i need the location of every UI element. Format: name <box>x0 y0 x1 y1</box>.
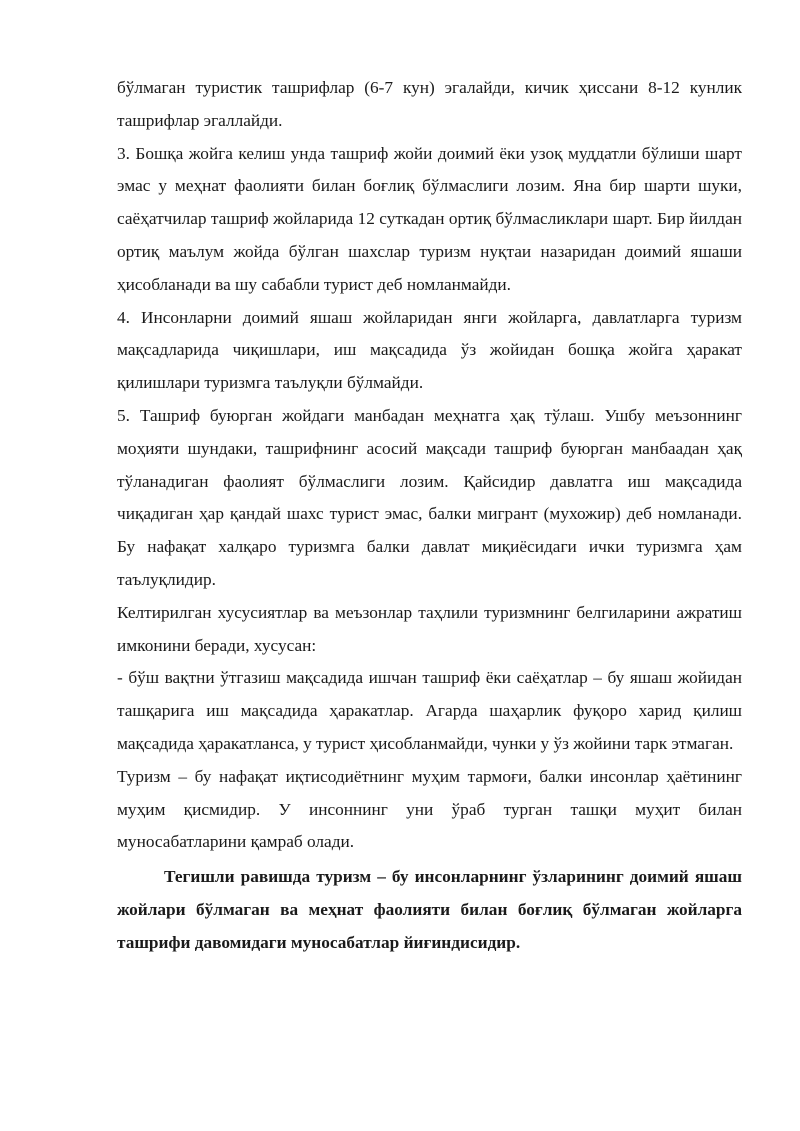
paragraph-features-item: - бўш вақтни ўтгазиш мақсадида ишчан ташриф ёки саёҳатлар – бу яшаш жойидан ташқарига иш мақсадида ҳаракатлар. Агарда шаҳарлик фуқоро харид қилиш мақсадида ҳаракатланса, у турист ҳисобланмайди, чунки у ўз жойини тарк этмаган. <box>117 668 742 753</box>
paragraph-features-intro: Келтирилган хусусиятлар ва меъзонлар таҳлили туризмнинг белгиларини ажратиш имконини беради, хусусан: <box>117 602 742 655</box>
paragraph-tourism-note: Туризм – бу нафақат иқтисодиётнинг муҳим тармоғи, балки инсонлар ҳаётининг муҳим қисмидир. У инсоннинг уни ўраб турган ташқи муҳит билан муносабатларини қамраб олади. <box>117 766 742 852</box>
paragraph-definition: Тегишли равишда туризм – бу инсонларнинг ўзларининг доимий яшаш жойлари бўлмаган ва меҳнат фаолияти билан боғлиқ бўлмаган жойларга ташрифи давомидаги муносабатлар йиғиндисидир. <box>117 867 742 952</box>
paragraph-point-3: 3. Бошқа жойга келиш унда ташриф жойи доимий ёки узоқ муддатли бўлиши шарт эмас у меҳнат фаолияти билан боғлиқ бўлмаслиги лозим. Яна бир шарти шуки, саёҳатчилар ташриф жойларида 12 суткадан ортиқ бўлмасликлари шарт. Бир йилдан ортиқ маълум жойда бўлган шахслар туризм нуқтаи назаридан доимий яшаши ҳисобланади ва шу сабабли турист деб номланмайди. <box>117 143 742 294</box>
document-page <box>117 72 742 960</box>
paragraph-point-5: 5. Ташриф буюрган жойдаги манбадан меҳнатга ҳақ тўлаш. Ушбу меъзоннинг моҳияти шундаки, ташрифнинг асосий мақсади ташриф буюрган манбаадан ҳақ тўланадиган фаолият бўлмаслиги лозим. Қайсидир давлатга иш мақсадида чиқадиган ҳар қандай шахс турист эмас, балки мигрант (мухожир) деб номланади. Бу нафақат халқаро туризмга балки давлат миқиёсидаги ички туризмга ҳам таълуқлидир. <box>117 405 742 589</box>
paragraph-point-4: 4. Инсонларни доимий яшаш жойларидан янги жойларга, давлатларга туризм мақсадларида чиқишлари, иш мақсадида ўз жойидан бошқа жойга ҳаракат қилишлари туризмга таълуқли бўлмайди. <box>117 307 742 393</box>
paragraph-continuation: бўлмаган туристик ташрифлар (6-7 кун) эгалайди, кичик ҳиссани 8-12 кунлик ташрифлар эгаллайди. <box>117 78 742 130</box>
